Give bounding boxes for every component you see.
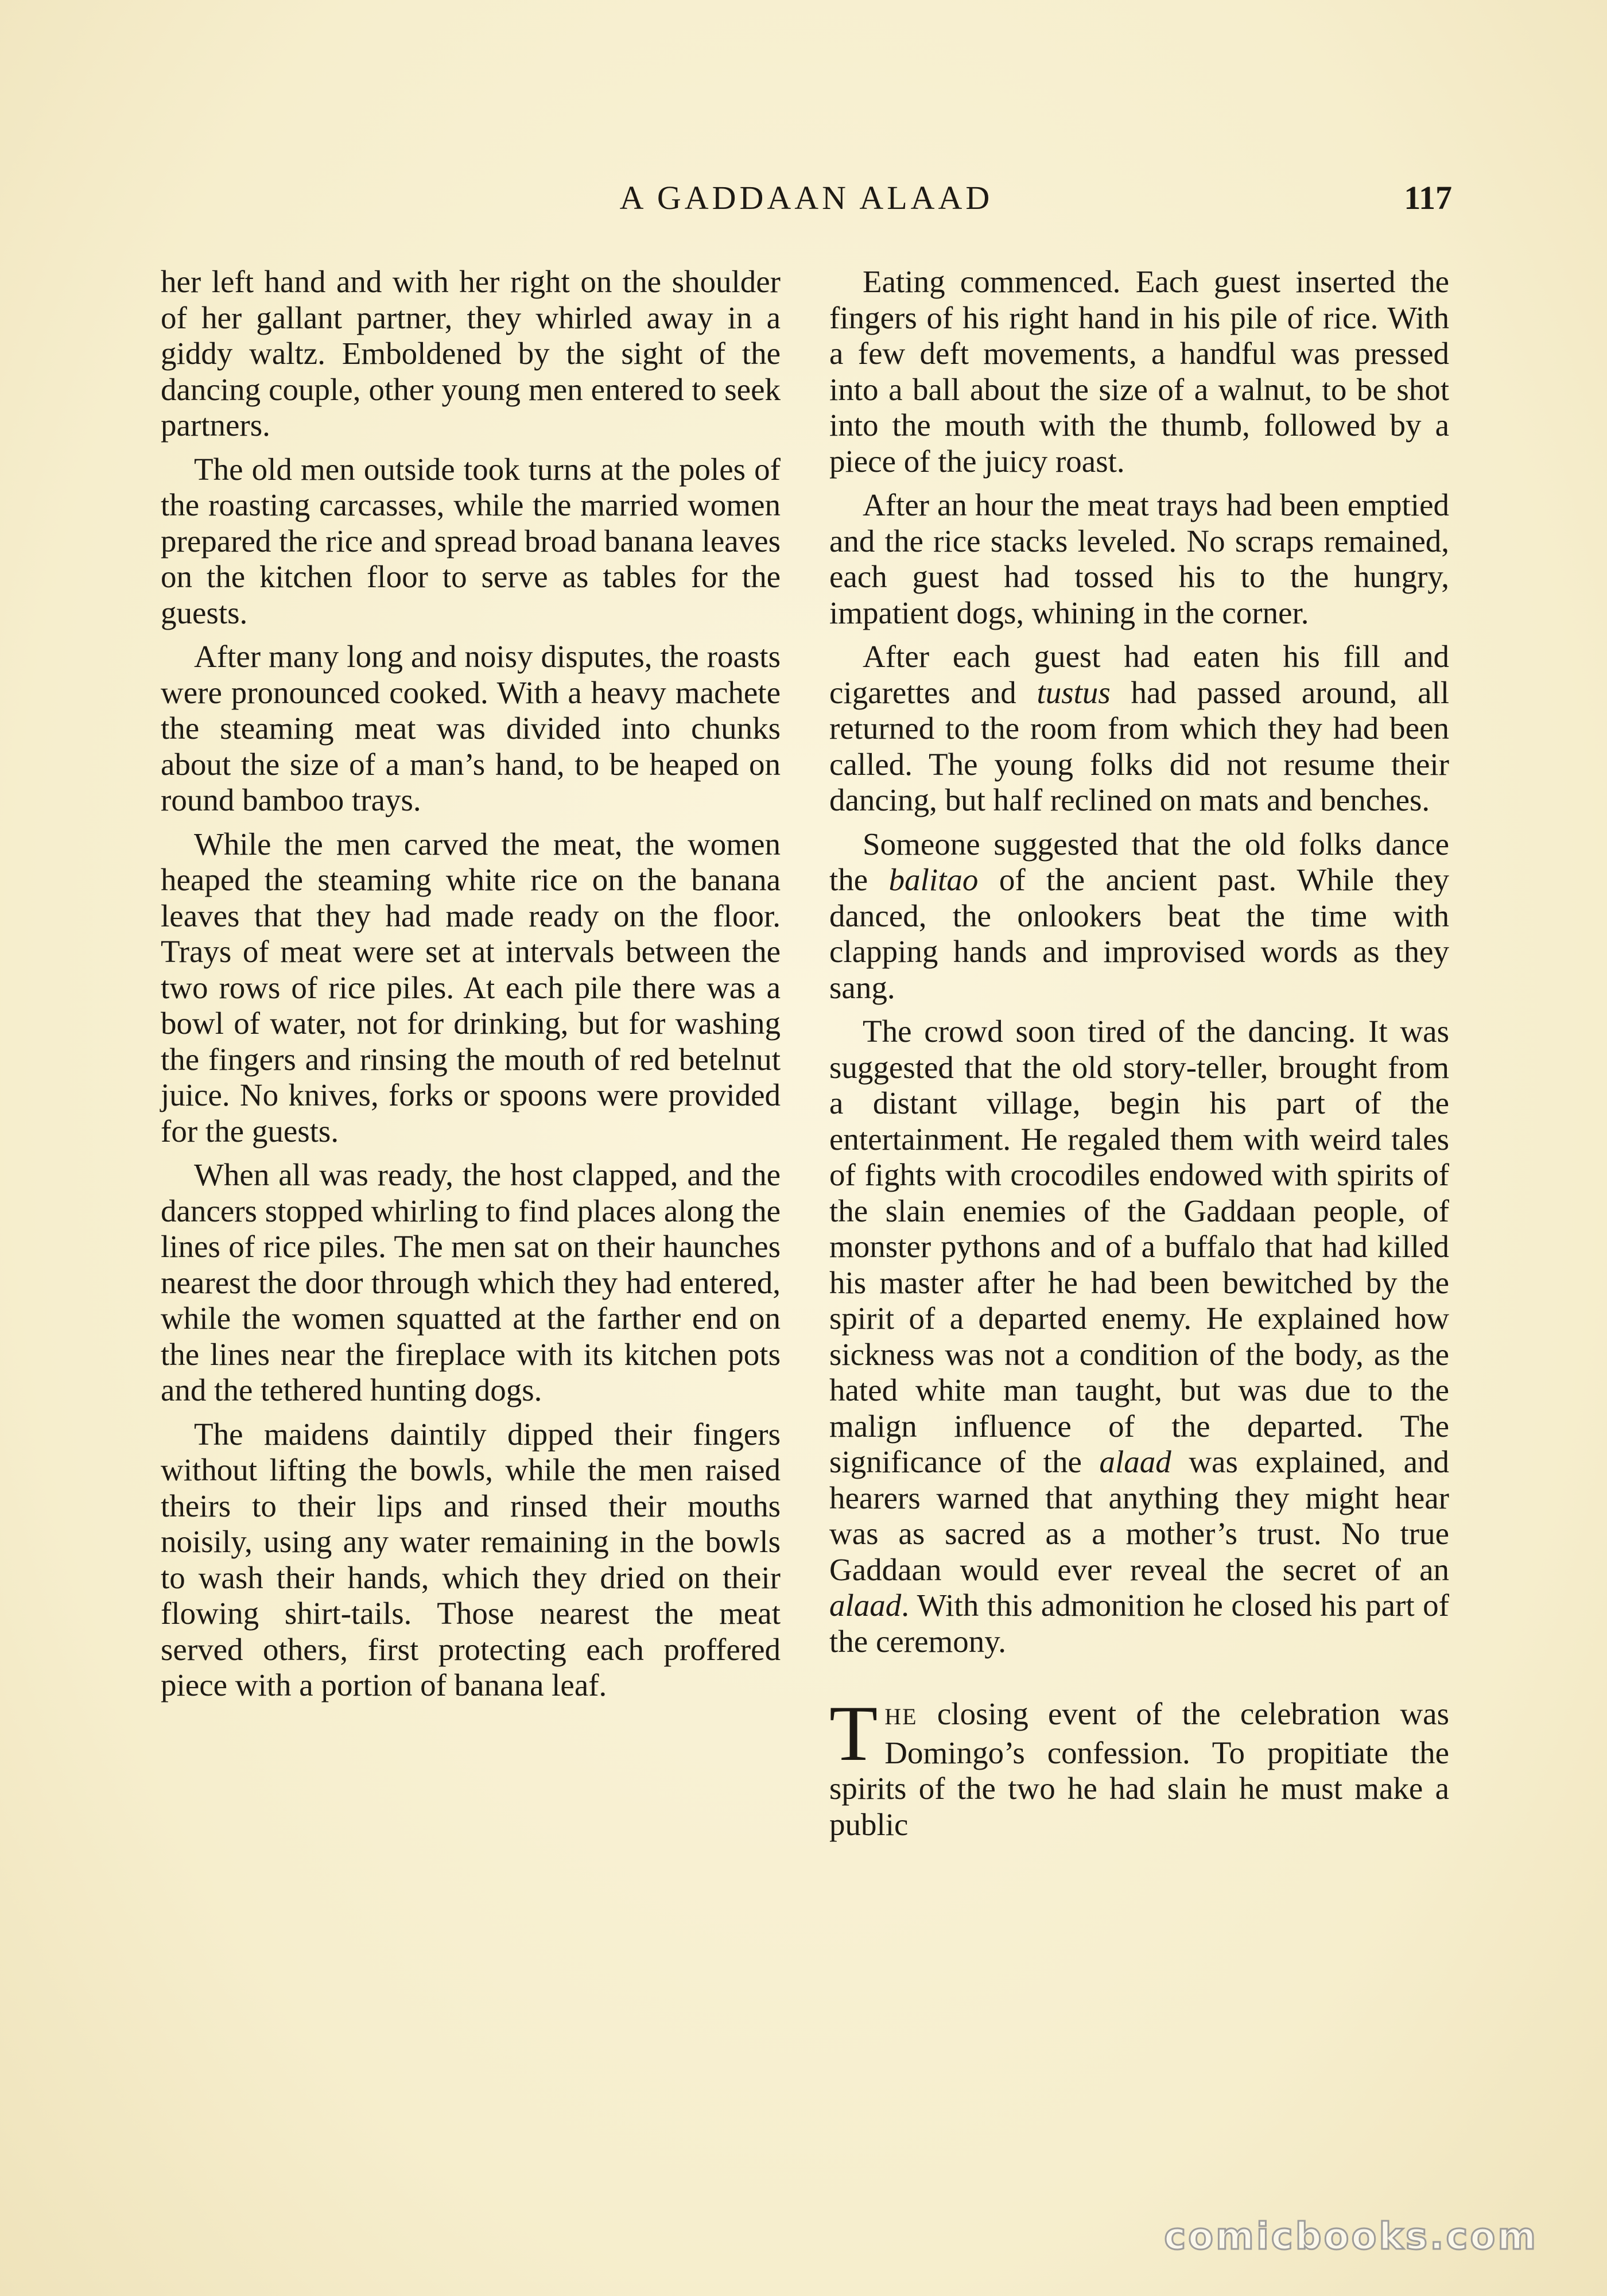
text-run: had passed around, all returned to the room from which they had been called. The young folks did not resume their dancing, but half reclined on mats and benches. <box>829 674 1449 817</box>
text-run: After each guest had eaten his fill and cigarettes and <box>829 639 1449 710</box>
drop-cap: T <box>829 1689 878 1777</box>
text-run: of the ancient past. While they danced, the onlookers beat the time with clapping hands and improvised words as they sang. <box>829 862 1450 1005</box>
page-number: 117 <box>1404 179 1452 216</box>
italic-term: balitao <box>888 862 979 897</box>
left-column <box>161 264 781 1712</box>
text-run: The crowd soon tired of the dancing. It was suggested that the old story-teller, brought from a distant village, begin his part of the entertainment. He regaled them with weird tales of fights with crocodiles endowed with spirits of the slain enemies of the Gaddaan people, of monster pythons and of a buffalo that had killed his master after he had been bewitched by the spirit of a departed enemy. He explained how sickness was not a condition of the body, as the hated white man taught, but was due to the malign influence of the departed. The significance of the <box>829 1014 1449 1479</box>
paragraph <box>829 1014 1449 1659</box>
section-opening-paragraph <box>829 1689 1449 1843</box>
italic-term: alaad <box>829 1588 902 1623</box>
paragraph: The maidens daintily dipped their fingers without lifting the bowls, while the men raised theirs to their lips and rinsed their mouths noisily, using any water remaining in the bowls to wash their hands, which they dried on their flowing shirt-tails. Those nearest the meat served others, first protecting each proffered piece with a portion of banana leaf. <box>161 1416 781 1702</box>
right-column <box>829 264 1449 1851</box>
text-run: Someone suggested that the old folks dance the <box>829 826 1449 897</box>
page-header <box>161 172 1452 224</box>
paragraph: After an hour the meat trays had been emptied and the rice stacks leveled. No scraps remained, each guest had tossed his to the hungry, impatient dogs, whining in the corner. <box>829 487 1449 630</box>
paragraph: her left hand and with her right on the shoulder of her gallant partner, they whirled away in a giddy waltz. Emboldened by the sight of the dancing couple, other young men entered to seek partners. <box>161 264 781 443</box>
small-caps-run: HE <box>884 1704 918 1729</box>
text-run: closing event of the celebration was Domingo’s confession. To propitiate the spirits of the two he had slain he must make a public <box>829 1696 1449 1842</box>
italic-term: alaad <box>1099 1444 1171 1479</box>
paragraph: When all was ready, the host clapped, and the dancers stopped whirling to find places along the lines of rice piles. The men sat on their haunches nearest the door through which they had entered, while the women squatted at the farther end on the lines near the fireplace with its kitchen pots and the tethered hunting dogs. <box>161 1157 781 1407</box>
watermark: comicbooks.com <box>1164 2216 1538 2258</box>
text-run: . With this admonition he closed his part of the ceremony. <box>829 1588 1449 1659</box>
paragraph <box>829 639 1449 819</box>
paragraph: The old men outside took turns at the poles of the roasting carcasses, while the married women prepared the rice and spread broad banana leaves on the kitchen floor to serve as tables for the guests. <box>161 451 781 630</box>
paragraph: While the men carved the meat, the women heaped the steaming white rice on the banana leaves that they had made ready on the floor. Trays of meat were set at intervals between the two rows of rice piles. At each pile there was a bowl of water, not for drinking, but for washing the fingers and rinsing the mouth of red betelnut juice. No knives, forks or spoons were provided for the guests. <box>161 826 781 1149</box>
paragraph: After many long and noisy disputes, the roasts were pronounced cooked. With a heavy machete the steaming meat was divided into chunks about the size of a man’s hand, to be heaped on round bamboo trays. <box>161 639 781 817</box>
text-run: was explained, and hearers warned that anything they might hear was as sacred as a mother’s trust. No true Gaddaan would ever reveal the secret of an <box>829 1444 1449 1587</box>
italic-term: tustus <box>1037 674 1111 710</box>
running-title: A GADDAAN ALAAD <box>619 179 993 216</box>
paragraph: Eating commenced. Each guest inserted the fingers of his right hand in his pile of rice. With a few deft movements, a handful was pressed into a ball about the size of a walnut, to be shot into the mouth with the thumb, followed by a piece of the juicy roast. <box>829 264 1449 479</box>
paragraph <box>829 827 1449 1006</box>
